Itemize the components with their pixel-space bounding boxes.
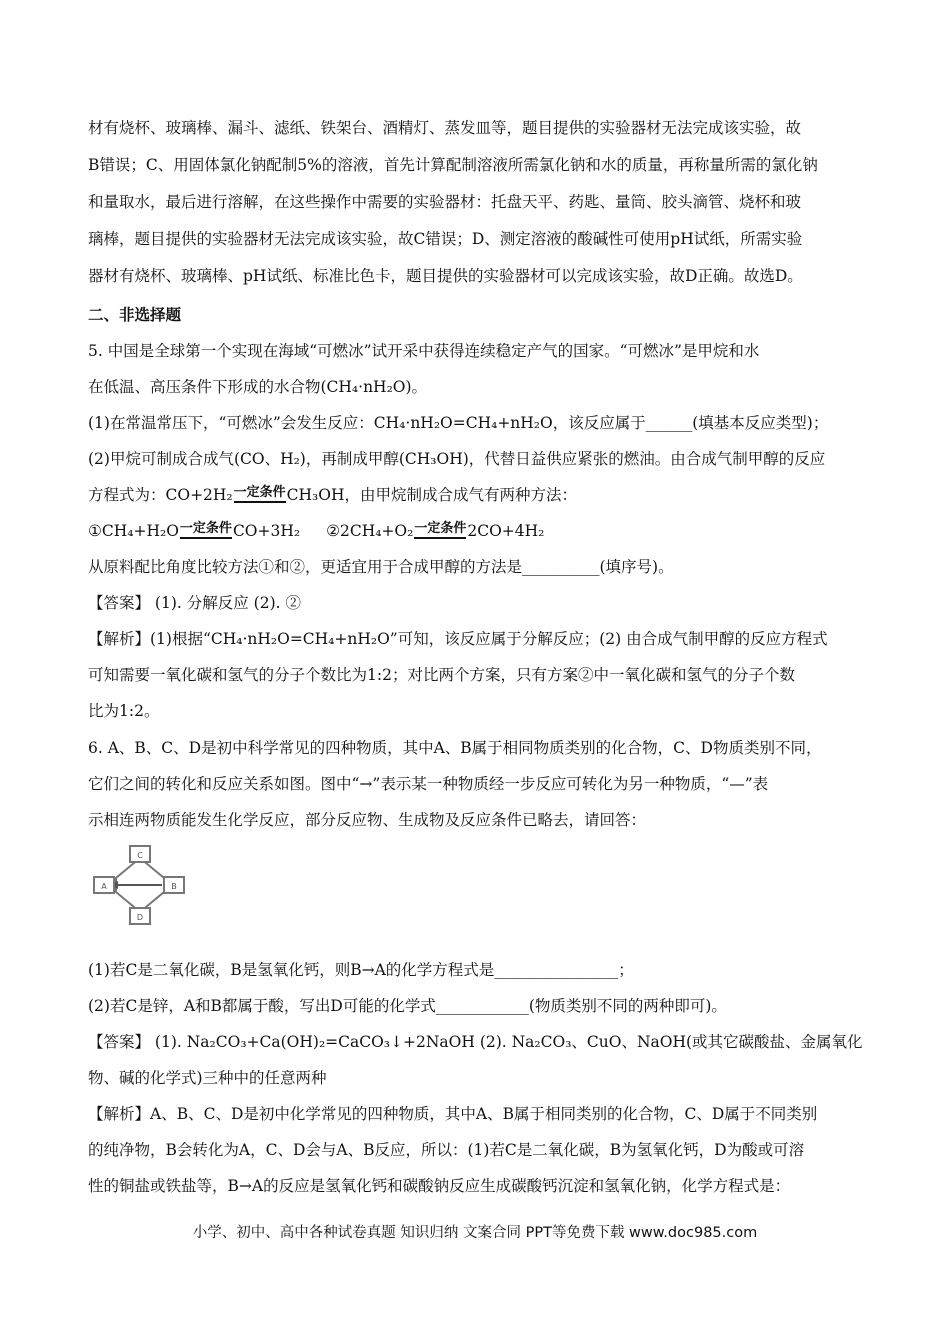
q6-stem-line: 它们之间的转化和反应关系如图。图中“→”表示某一种物质经一步反应可转化为另一种物质，“—”表: [88, 775, 769, 793]
q6-stem-line: 示相连两物质能发生化学反应，部分反应物、生成物及反应条件已略去，请回答：: [88, 811, 647, 829]
q5-answer: 【答案】 (1). 分解反应 (2). ②: [88, 594, 301, 612]
condition-label: 一定条件: [414, 521, 467, 536]
text-line: 和量取水，最后进行溶解，在这些操作中需要的实验器材：托盘天平、药匙、量筒、胶头滴管、烧杯和玻: [88, 193, 802, 211]
condition-arrow: [180, 537, 232, 539]
node-b-label: B: [171, 882, 177, 891]
q5-sub-question-3: 从原料配比角度比较方法①和②，更适宜用于合成甲醇的方法是__________(填序号)。: [88, 558, 674, 576]
text-line: 材有烧杯、玻璃棒、漏斗、滤纸、铁架台、酒精灯、蒸发皿等，题目提供的实验器材无法完成该实验，故: [88, 119, 802, 137]
q6-analysis-line: 性的铜盐或铁盐等，B→A的反应是氢氧化钙和碳酸钠反应生成碳酸钙沉淀和氢氧化钠，化学方程式是：: [88, 1177, 791, 1195]
q5-stem-line: 5. 中国是全球第一个实现在海域“可燃冰”试开采中获得连续稳定产气的国家。“可燃冰”是甲烷和水: [88, 342, 760, 360]
q5-sub-question-1: (1)在常温常压下，“可燃冰”会发生反应：CH₄·nH₂O=CH₄+nH₂O，该反应属于______(填基本反应类型)；: [88, 414, 829, 432]
q5-sub-question-2: (2)甲烷可制成合成气(CO、H₂)，再制成甲醇(CH₃OH)，代替日益供应紧张的燃油。由合成气制甲醇的反应: [88, 450, 826, 468]
q6-analysis-line: 的纯净物，B会转化为A，C、D会与A、B反应，所以：(1)若C是二氧化碳，B为氢氧化钙，D为酸或可溶: [88, 1141, 805, 1159]
q5-methods-line: [88, 521, 868, 541]
reaction-diagram: [90, 840, 190, 930]
q6-stem-line: 6. A、B、C、D是初中科学常见的四种物质，其中A、B属于相同物质类别的化合物，C、D物质类别不同，: [88, 739, 822, 757]
text-line: 璃棒，题目提供的实验器材无法完成该实验，故C错误；D、测定溶液的酸碱性可使用pH试纸，所需实验: [88, 230, 803, 248]
reaction-condition: [414, 522, 466, 539]
method-1-right: CO+3H₂: [232, 522, 301, 540]
equation-right: CH₃OH，由甲烷制成合成气有两种方法：: [286, 486, 577, 504]
q5-analysis-line: 【解析】(1)根据“CH₄·nH₂O=CH₄+nH₂O”可知，该反应属于分解反应；(2) 由合成气制甲醇的反应方程式: [88, 630, 828, 648]
method-2-right: 2CO+4H₂: [467, 522, 545, 540]
method-2-left: ②2CH₄+O₂: [326, 522, 414, 540]
q5-equation-line: [88, 485, 868, 505]
q5-analysis-line: 可知需要一氧化碳和氢气的分子个数比为1:2；对比两个方案，只有方案②中一氧化碳和氢气的分子个数: [88, 666, 795, 684]
reaction-condition: [180, 522, 232, 539]
node-a-label: A: [101, 882, 107, 891]
q6-analysis-line: 【解析】A、B、C、D是初中化学常见的四种物质，其中A、B属于相同类别的化合物，C、D属于不同类别: [88, 1105, 818, 1123]
condition-label: 一定条件: [179, 521, 232, 536]
condition-label: 一定条件: [233, 485, 286, 500]
reaction-condition: [234, 486, 286, 503]
node-c-label: C: [137, 851, 143, 860]
text-line: B错误；C、用固体氯化钠配制5%的溶液，首先计算配制溶液所需氯化钠和水的质量，再称量所需的氯化钠: [88, 156, 818, 174]
page-footer: 小学、初中、高中各种试卷真题 知识归纳 文案合同 PPT等免费下载 www.doc985.com: [192, 1225, 758, 1241]
q6-answer-line: 【答案】 (1). Na₂CO₃+Ca(OH)₂=CaCO₃↓+2NaOH (2). Na₂CO₃、CuO、NaOH(或其它碳酸盐、金属氧化: [88, 1033, 863, 1051]
q6-answer-line: 物、碱的化学式)三种中的任意两种: [88, 1069, 327, 1087]
section-heading: 二、非选择题: [88, 306, 182, 324]
text-line: 器材有烧杯、玻璃棒、pH试纸、标准比色卡，题目提供的实验器材可以完成该实验，故D正确。故选D。: [88, 267, 803, 285]
method-1-left: ①CH₄+H₂O: [88, 522, 179, 540]
q6-sub-question-2: (2)若C是锌，A和B都属于酸，写出D可能的化学式____________(物质类别不同的两种即可)。: [88, 997, 727, 1015]
condition-arrow: [234, 501, 286, 503]
condition-arrow: [414, 537, 466, 539]
q5-stem-line: 在低温、高压条件下形成的水合物(CH₄·nH₂O)。: [88, 378, 428, 396]
node-d-label: D: [136, 913, 144, 922]
q6-sub-question-1: (1)若C是二氧化碳，B是氢氧化钙，则B→A的化学方程式是________________；: [88, 961, 634, 979]
equation-left: 方程式为：CO+2H₂: [88, 486, 233, 504]
q5-analysis-line: 比为1:2。: [88, 702, 160, 720]
